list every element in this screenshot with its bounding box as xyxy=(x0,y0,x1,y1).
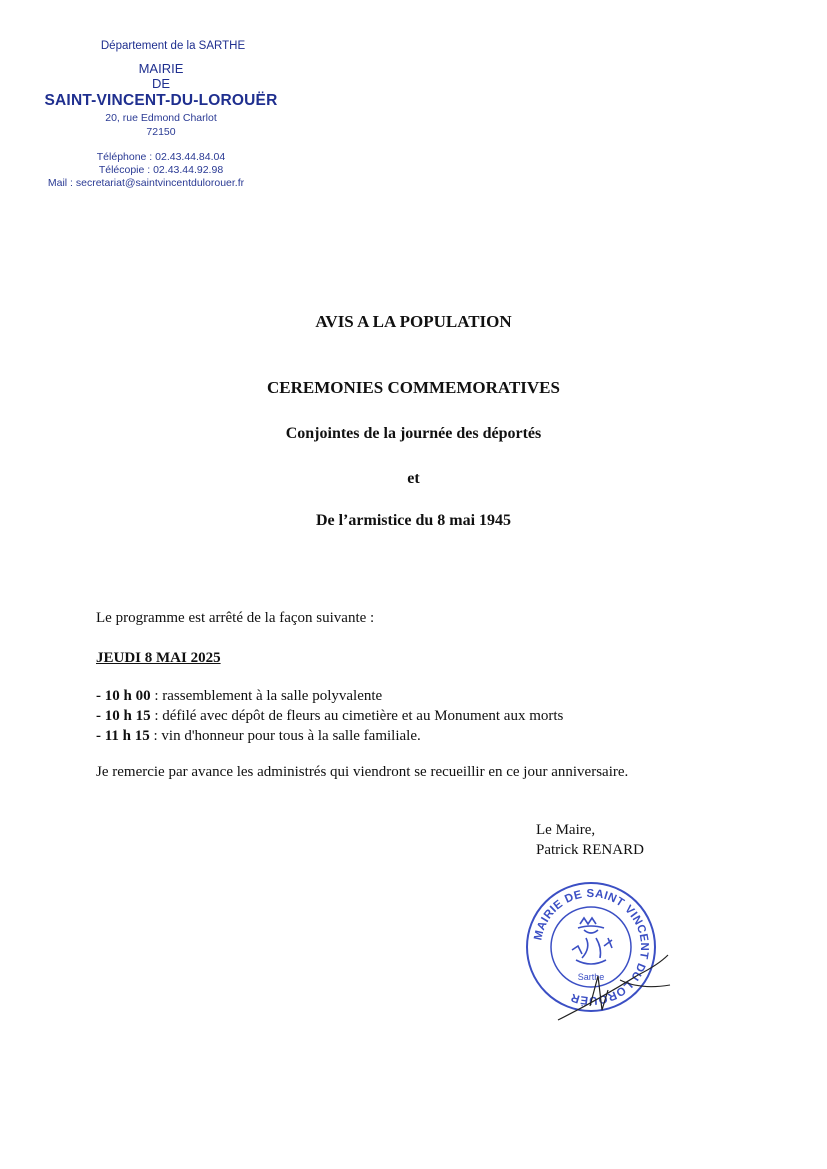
notice-line-1: Conjointes de la journée des déportés xyxy=(285,425,542,442)
letterhead xyxy=(30,40,292,190)
program-item xyxy=(96,726,736,746)
program-item xyxy=(96,686,736,706)
program-item xyxy=(96,706,736,726)
program-text: : défilé avec dépôt de fleurs au cimetière et au Monument aux morts xyxy=(150,708,564,724)
signature-name: Patrick RENARD xyxy=(536,842,644,858)
notice-line-2: et xyxy=(407,470,420,487)
program-time: - 10 h 15 xyxy=(96,708,151,724)
program-list xyxy=(96,686,736,746)
program-text: : rassemblement à la salle polyvalente xyxy=(150,688,383,704)
signature-role: Le Maire, xyxy=(536,822,596,838)
fax: Télécopie : 02.43.44.92.98 xyxy=(98,164,224,176)
mairie-label: MAIRIE xyxy=(138,61,184,76)
email: Mail : secretariat@saintvincentdulorouer.fr xyxy=(47,177,245,189)
town-name: SAINT-VINCENT-DU-LOROUËR xyxy=(44,92,278,109)
contact-block xyxy=(30,151,292,190)
de-label: DE xyxy=(151,76,171,91)
program-time: - 10 h 00 xyxy=(96,688,151,704)
notice-title: AVIS A LA POPULATION xyxy=(315,312,512,331)
address: 20, rue Edmond Charlot xyxy=(105,112,217,124)
notice-line-3: De l’armistice du 8 mai 1945 xyxy=(315,512,512,529)
program-intro: Le programme est arrêté de la façon suivante : xyxy=(96,610,375,626)
handwritten-signature xyxy=(550,940,680,1030)
phone: Téléphone : 02.43.44.84.04 xyxy=(96,151,226,163)
department-label: Département de la SARTHE xyxy=(100,40,246,52)
stamp-bottom-text: Sarthe xyxy=(577,972,605,982)
event-date: JEUDI 8 MAI 2025 xyxy=(96,650,221,666)
thanks-text: Je remercie par avance les administrés qui viendront se recueillir en ce jour anniversaire. xyxy=(96,764,629,780)
postcode: 72150 xyxy=(146,126,176,138)
program-text: : vin d'honneur pour tous à la salle familiale. xyxy=(149,728,421,744)
stamp-ring-text: MAIRIE DE SAINT VINCENT DU LOROUËR xyxy=(532,887,651,1007)
signature-block xyxy=(536,820,644,860)
notice-subtitle: CEREMONIES COMMEMORATIVES xyxy=(267,378,560,397)
program-time: - 11 h 15 xyxy=(96,728,150,744)
